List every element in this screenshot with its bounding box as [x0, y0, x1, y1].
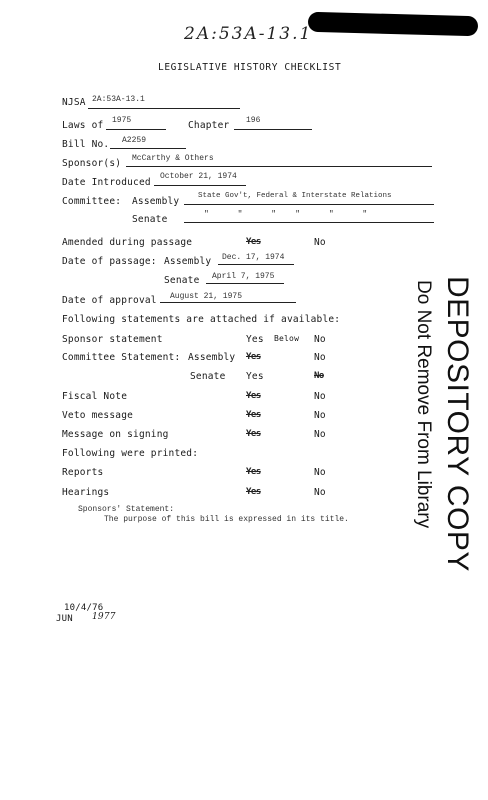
committee-assembly-no: No: [314, 352, 326, 363]
passage-senate-value: April 7, 1975: [212, 272, 275, 281]
sponsors-underline: [126, 166, 432, 167]
approval-value: August 21, 1975: [170, 292, 243, 301]
redaction-mark: [308, 12, 478, 36]
page-title: LEGISLATIVE HISTORY CHECKLIST: [158, 62, 342, 73]
chapter-underline: [234, 129, 312, 130]
passage-senate-label: Senate: [164, 275, 200, 286]
handwritten-statute-number: 2A:53A-13.1: [184, 24, 313, 44]
amended-no: No: [314, 237, 326, 248]
message-on-signing-label: Message on signing: [62, 429, 169, 440]
senate-committee-ditto: " " " " " ": [204, 210, 368, 219]
committee-assembly-label: Assembly: [132, 196, 180, 207]
chapter-label: Chapter: [188, 120, 230, 131]
amended-label: Amended during passage: [62, 237, 193, 248]
sponsors-label: Sponsor(s): [62, 158, 122, 169]
do-not-remove-stamp: Do Not Remove From Library: [413, 280, 434, 529]
fiscal-note-no: No: [314, 391, 326, 402]
attached-heading: Following statements are attached if available:: [62, 314, 341, 325]
laws-of-underline: [106, 129, 166, 130]
sponsor-statement-yes: Yes: [246, 334, 264, 345]
message-on-signing-no: No: [314, 429, 326, 440]
committee-statement-senate: Senate: [190, 371, 226, 382]
bill-no-label: Bill No.: [62, 139, 110, 150]
approval-label: Date of approval: [62, 295, 157, 306]
senate-committee-underline: [184, 222, 434, 223]
assembly-committee-value: State Gov't, Federal & Interstate Relations: [198, 192, 392, 200]
committee-senate-label: Senate: [132, 214, 168, 225]
sponsor-statement-label: Sponsor statement: [62, 334, 163, 345]
printed-heading: Following were printed:: [62, 448, 199, 459]
njsa-label: NJSA: [62, 97, 86, 108]
fiscal-note-label: Fiscal Note: [62, 391, 128, 402]
date-introduced-value: October 21, 1974: [160, 172, 237, 181]
passage-assembly-label: Assembly: [164, 256, 212, 267]
reports-label: Reports: [62, 467, 104, 478]
njsa-value: 2A:53A-13.1: [92, 95, 145, 104]
committee-senate-yes: Yes: [246, 371, 264, 382]
veto-message-yes-crossed: Yes: [246, 410, 261, 420]
laws-of-label: Laws of: [62, 120, 104, 131]
veto-message-label: Veto message: [62, 410, 134, 421]
passage-senate-underline: [206, 283, 284, 284]
footer-year: 1977: [92, 612, 116, 622]
assembly-committee-underline: [184, 204, 434, 205]
footer-date: 10/4/76: [64, 603, 104, 613]
sponsor-statement-below: Below: [274, 334, 300, 343]
fiscal-note-yes-crossed: Yes: [246, 391, 261, 401]
sponsors-value: McCarthy & Others: [132, 154, 214, 163]
amended-yes-crossed: Yes: [246, 237, 261, 247]
committee-statement-label: Committee Statement:: [62, 352, 181, 363]
passage-assembly-underline: [218, 264, 294, 265]
sponsor-statement-no: No: [314, 334, 326, 345]
reports-yes-crossed: Yes: [246, 467, 261, 477]
reports-no: No: [314, 467, 326, 478]
approval-underline: [160, 302, 296, 303]
sponsors-statement-heading: Sponsors' Statement:: [78, 505, 175, 514]
passage-assembly-value: Dec. 17, 1974: [222, 253, 285, 262]
depository-copy-stamp: DEPOSITORY COPY: [441, 276, 474, 572]
laws-of-value: 1975: [112, 116, 132, 125]
message-on-signing-yes-crossed: Yes: [246, 429, 261, 439]
date-introduced-underline: [154, 185, 246, 186]
date-introduced-label: Date Introduced: [62, 177, 151, 188]
committee-label: Committee:: [62, 196, 122, 207]
hearings-label: Hearings: [62, 487, 110, 498]
committee-senate-no-crossed: No: [314, 371, 324, 381]
chapter-value: 196: [246, 116, 261, 125]
committee-assembly-yes-crossed: Yes: [246, 352, 261, 362]
veto-message-no: No: [314, 410, 326, 421]
bill-no-value: A2259: [122, 136, 147, 145]
sponsors-statement-text: The purpose of this bill is expressed in its title.: [104, 515, 349, 524]
hearings-no: No: [314, 487, 326, 498]
passage-label: Date of passage:: [62, 256, 157, 267]
bill-no-underline: [110, 148, 186, 149]
hearings-yes-crossed: Yes: [246, 487, 261, 497]
njsa-underline: [88, 108, 240, 109]
footer-month: JUN: [56, 614, 73, 624]
committee-statement-assembly: Assembly: [188, 352, 236, 363]
